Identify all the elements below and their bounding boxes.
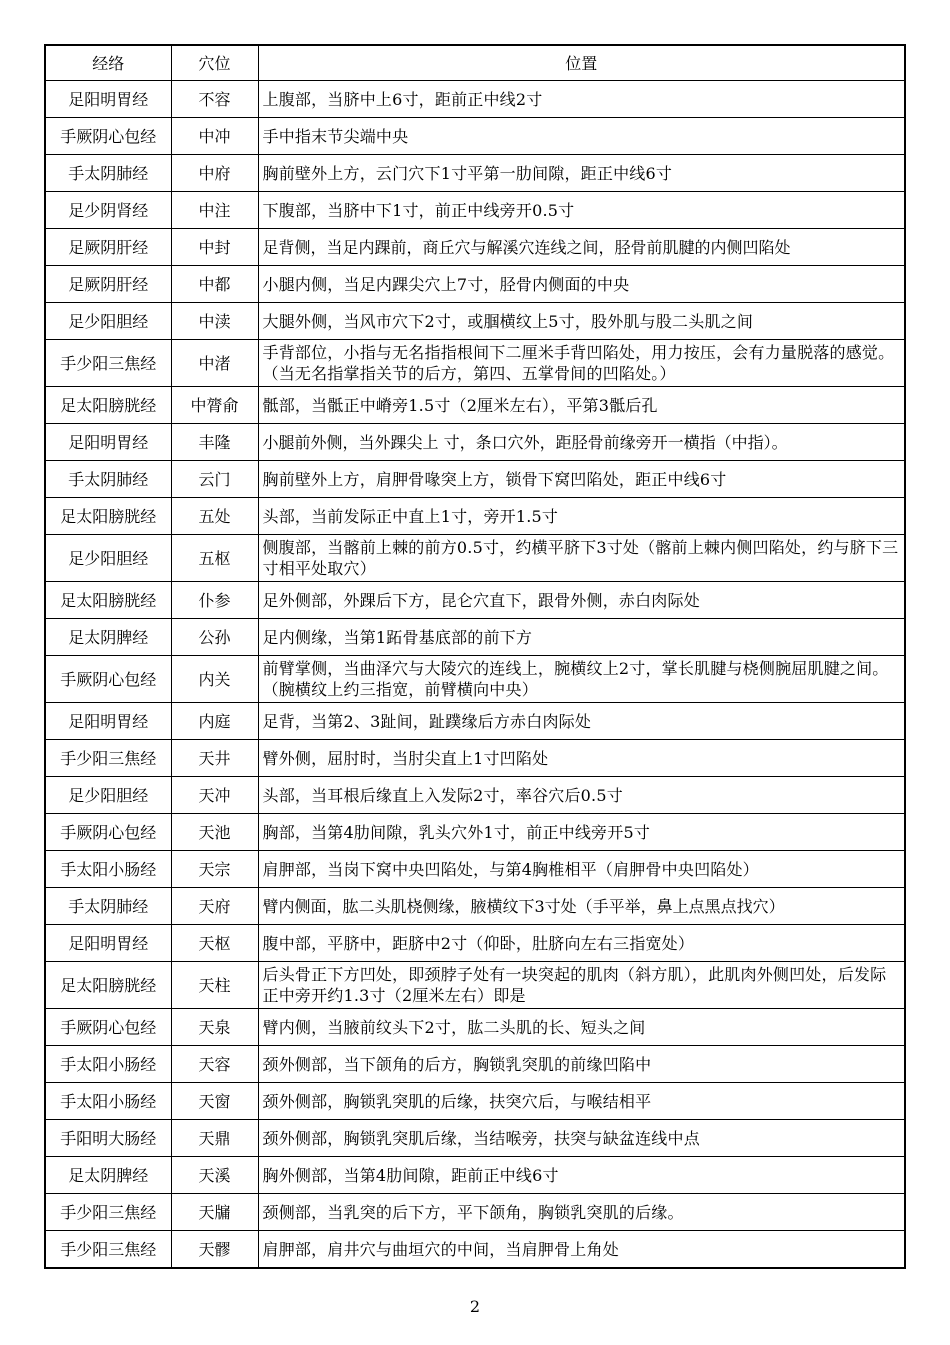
meridian-cell: 足阳明胃经 — [45, 703, 171, 740]
position-cell: 手中指末节尖端中央 — [258, 118, 905, 155]
table-row — [45, 777, 905, 814]
position-cell: 胸前壁外上方，肩胛骨喙突上方，锁骨下窝凹陷处，距正中线6寸 — [258, 461, 905, 498]
table-row — [45, 619, 905, 656]
table-row — [45, 656, 905, 703]
header-position: 位置 — [258, 45, 905, 81]
table-row — [45, 1009, 905, 1046]
position-cell: 头部，当耳根后缘直上入发际2寸，率谷穴后0.5寸 — [258, 777, 905, 814]
table-row — [45, 424, 905, 461]
table-row — [45, 387, 905, 424]
point-cell: 中都 — [171, 266, 258, 303]
point-cell: 五枢 — [171, 535, 258, 582]
meridian-cell: 足太阳膀胱经 — [45, 962, 171, 1009]
position-cell: 颈外侧部，胸锁乳突肌后缘，当结喉旁，扶突与缺盆连线中点 — [258, 1120, 905, 1157]
table-row — [45, 229, 905, 266]
meridian-cell: 手厥阴心包经 — [45, 656, 171, 703]
point-cell: 天牖 — [171, 1194, 258, 1231]
position-cell: 胸外侧部，当第4肋间隙，距前正中线6寸 — [258, 1157, 905, 1194]
point-cell: 中膂俞 — [171, 387, 258, 424]
position-cell: 侧腹部，当髂前上棘的前方0.5寸，约横平脐下3寸处（髂前上棘内侧凹陷处，约与脐下三寸相平处取穴） — [258, 535, 905, 582]
page-number: 2 — [469, 1297, 481, 1316]
point-cell: 五处 — [171, 498, 258, 535]
position-cell: 足内侧缘，当第1跖骨基底部的前下方 — [258, 619, 905, 656]
point-cell: 中渚 — [171, 340, 258, 387]
table-row — [45, 962, 905, 1009]
header-point: 穴位 — [171, 45, 258, 81]
position-cell: 前臂掌侧，当曲泽穴与大陵穴的连线上，腕横纹上2寸，掌长肌腱与桡侧腕屈肌腱之间。（腕横纹上约三指宽，前臂横向中央） — [258, 656, 905, 703]
table-row — [45, 155, 905, 192]
meridian-cell: 足太阳膀胱经 — [45, 582, 171, 619]
point-cell: 天枢 — [171, 925, 258, 962]
point-cell: 中府 — [171, 155, 258, 192]
table-row — [45, 851, 905, 888]
point-cell: 天溪 — [171, 1157, 258, 1194]
meridian-cell: 足阳明胃经 — [45, 424, 171, 461]
table-row — [45, 740, 905, 777]
point-cell: 内庭 — [171, 703, 258, 740]
table-row — [45, 192, 905, 229]
table-row — [45, 888, 905, 925]
table-row — [45, 303, 905, 340]
header-meridian: 经络 — [45, 45, 171, 81]
meridian-cell: 手太阳小肠经 — [45, 1083, 171, 1120]
position-cell: 腹中部，平脐中，距脐中2寸（仰卧，肚脐向左右三指宽处） — [258, 925, 905, 962]
point-cell: 天泉 — [171, 1009, 258, 1046]
meridian-cell: 手太阴肺经 — [45, 888, 171, 925]
meridian-cell: 足太阳膀胱经 — [45, 387, 171, 424]
meridian-cell: 手厥阴心包经 — [45, 814, 171, 851]
table-row — [45, 340, 905, 387]
position-cell: 胸部，当第4肋间隙，乳头穴外1寸，前正中线旁开5寸 — [258, 814, 905, 851]
point-cell: 天容 — [171, 1046, 258, 1083]
table-row — [45, 461, 905, 498]
meridian-cell: 手太阴肺经 — [45, 155, 171, 192]
meridian-cell: 足阳明胃经 — [45, 81, 171, 118]
table-row — [45, 266, 905, 303]
meridian-cell: 足太阴脾经 — [45, 1157, 171, 1194]
point-cell: 天井 — [171, 740, 258, 777]
meridian-cell: 足太阳膀胱经 — [45, 498, 171, 535]
point-cell: 天鼎 — [171, 1120, 258, 1157]
point-cell: 内关 — [171, 656, 258, 703]
table-row — [45, 1120, 905, 1157]
point-cell: 中注 — [171, 192, 258, 229]
position-cell: 肩胛部，肩井穴与曲垣穴的中间，当肩胛骨上角处 — [258, 1231, 905, 1269]
position-cell: 足背侧，当足内踝前，商丘穴与解溪穴连线之间，胫骨前肌腱的内侧凹陷处 — [258, 229, 905, 266]
position-cell: 小腿前外侧，当外踝尖上 寸，条口穴外，距胫骨前缘旁开一横指（中指）。 — [258, 424, 905, 461]
meridian-cell: 手厥阴心包经 — [45, 118, 171, 155]
table-row — [45, 925, 905, 962]
position-cell: 颈外侧部，胸锁乳突肌的后缘，扶突穴后，与喉结相平 — [258, 1083, 905, 1120]
point-cell: 仆参 — [171, 582, 258, 619]
point-cell: 天柱 — [171, 962, 258, 1009]
meridian-cell: 手少阳三焦经 — [45, 740, 171, 777]
position-cell: 手背部位，小指与无名指指根间下二厘米手背凹陷处，用力按压，会有力量脱落的感觉。（当无名指掌指关节的后方，第四、五掌骨间的凹陷处。） — [258, 340, 905, 387]
position-cell: 臂外侧，屈肘时，当肘尖直上1寸凹陷处 — [258, 740, 905, 777]
point-cell: 不容 — [171, 81, 258, 118]
position-cell: 胸前壁外上方，云门穴下1寸平第一肋间隙，距正中线6寸 — [258, 155, 905, 192]
point-cell: 中封 — [171, 229, 258, 266]
point-cell: 天池 — [171, 814, 258, 851]
point-cell: 中冲 — [171, 118, 258, 155]
table-header — [45, 45, 905, 81]
table-row — [45, 535, 905, 582]
table-row — [45, 814, 905, 851]
position-cell: 骶部，当骶正中嵴旁1.5寸（2厘米左右），平第3骶后孔 — [258, 387, 905, 424]
meridian-cell: 手太阴肺经 — [45, 461, 171, 498]
meridian-cell: 足少阳胆经 — [45, 303, 171, 340]
meridian-cell: 手少阳三焦经 — [45, 1231, 171, 1269]
meridian-cell: 手太阳小肠经 — [45, 1046, 171, 1083]
acupoint-table — [44, 44, 906, 1269]
position-cell: 足背，当第2、3趾间，趾蹼缘后方赤白肉际处 — [258, 703, 905, 740]
table-row — [45, 582, 905, 619]
position-cell: 下腹部，当脐中下1寸，前正中线旁开0.5寸 — [258, 192, 905, 229]
point-cell: 天宗 — [171, 851, 258, 888]
meridian-cell: 足太阴脾经 — [45, 619, 171, 656]
point-cell: 公孙 — [171, 619, 258, 656]
meridian-cell: 足厥阴肝经 — [45, 229, 171, 266]
document-page — [44, 44, 904, 1269]
table-row — [45, 1157, 905, 1194]
position-cell: 颈外侧部，当下颌角的后方，胸锁乳突肌的前缘凹陷中 — [258, 1046, 905, 1083]
point-cell: 天窗 — [171, 1083, 258, 1120]
point-cell: 天冲 — [171, 777, 258, 814]
position-cell: 颈侧部，当乳突的后下方，平下颌角，胸锁乳突肌的后缘。 — [258, 1194, 905, 1231]
meridian-cell: 手少阳三焦经 — [45, 1194, 171, 1231]
position-cell: 大腿外侧，当风市穴下2寸，或腘横纹上5寸，股外肌与股二头肌之间 — [258, 303, 905, 340]
meridian-cell: 足少阳胆经 — [45, 777, 171, 814]
point-cell: 云门 — [171, 461, 258, 498]
table-row — [45, 1231, 905, 1269]
position-cell: 后头骨正下方凹处，即颈脖子处有一块突起的肌肉（斜方肌），此肌肉外侧凹处，后发际正中旁开约1.3寸（2厘米左右）即是 — [258, 962, 905, 1009]
table-row — [45, 118, 905, 155]
position-cell: 头部，当前发际正中直上1寸，旁开1.5寸 — [258, 498, 905, 535]
position-cell: 肩胛部，当岗下窝中央凹陷处，与第4胸椎相平（肩胛骨中央凹陷处） — [258, 851, 905, 888]
meridian-cell: 手厥阴心包经 — [45, 1009, 171, 1046]
table-row — [45, 1194, 905, 1231]
meridian-cell: 手太阳小肠经 — [45, 851, 171, 888]
position-cell: 上腹部，当脐中上6寸，距前正中线2寸 — [258, 81, 905, 118]
position-cell: 足外侧部，外踝后下方，昆仑穴直下，跟骨外侧，赤白肉际处 — [258, 582, 905, 619]
point-cell: 天府 — [171, 888, 258, 925]
position-cell: 臂内侧，当腋前纹头下2寸，肱二头肌的长、短头之间 — [258, 1009, 905, 1046]
table-row — [45, 1046, 905, 1083]
table-row — [45, 703, 905, 740]
meridian-cell: 手阳明大肠经 — [45, 1120, 171, 1157]
table-row — [45, 81, 905, 118]
table-row — [45, 498, 905, 535]
meridian-cell: 手少阳三焦经 — [45, 340, 171, 387]
point-cell: 中渎 — [171, 303, 258, 340]
meridian-cell: 足厥阴肝经 — [45, 266, 171, 303]
meridian-cell: 足少阳胆经 — [45, 535, 171, 582]
meridian-cell: 足少阴肾经 — [45, 192, 171, 229]
table-row — [45, 1083, 905, 1120]
position-cell: 小腿内侧，当足内踝尖穴上7寸，胫骨内侧面的中央 — [258, 266, 905, 303]
position-cell: 臂内侧面，肱二头肌桡侧缘，腋横纹下3寸处（手平举，鼻上点黑点找穴） — [258, 888, 905, 925]
meridian-cell: 足阳明胃经 — [45, 925, 171, 962]
point-cell: 丰隆 — [171, 424, 258, 461]
point-cell: 天髎 — [171, 1231, 258, 1269]
